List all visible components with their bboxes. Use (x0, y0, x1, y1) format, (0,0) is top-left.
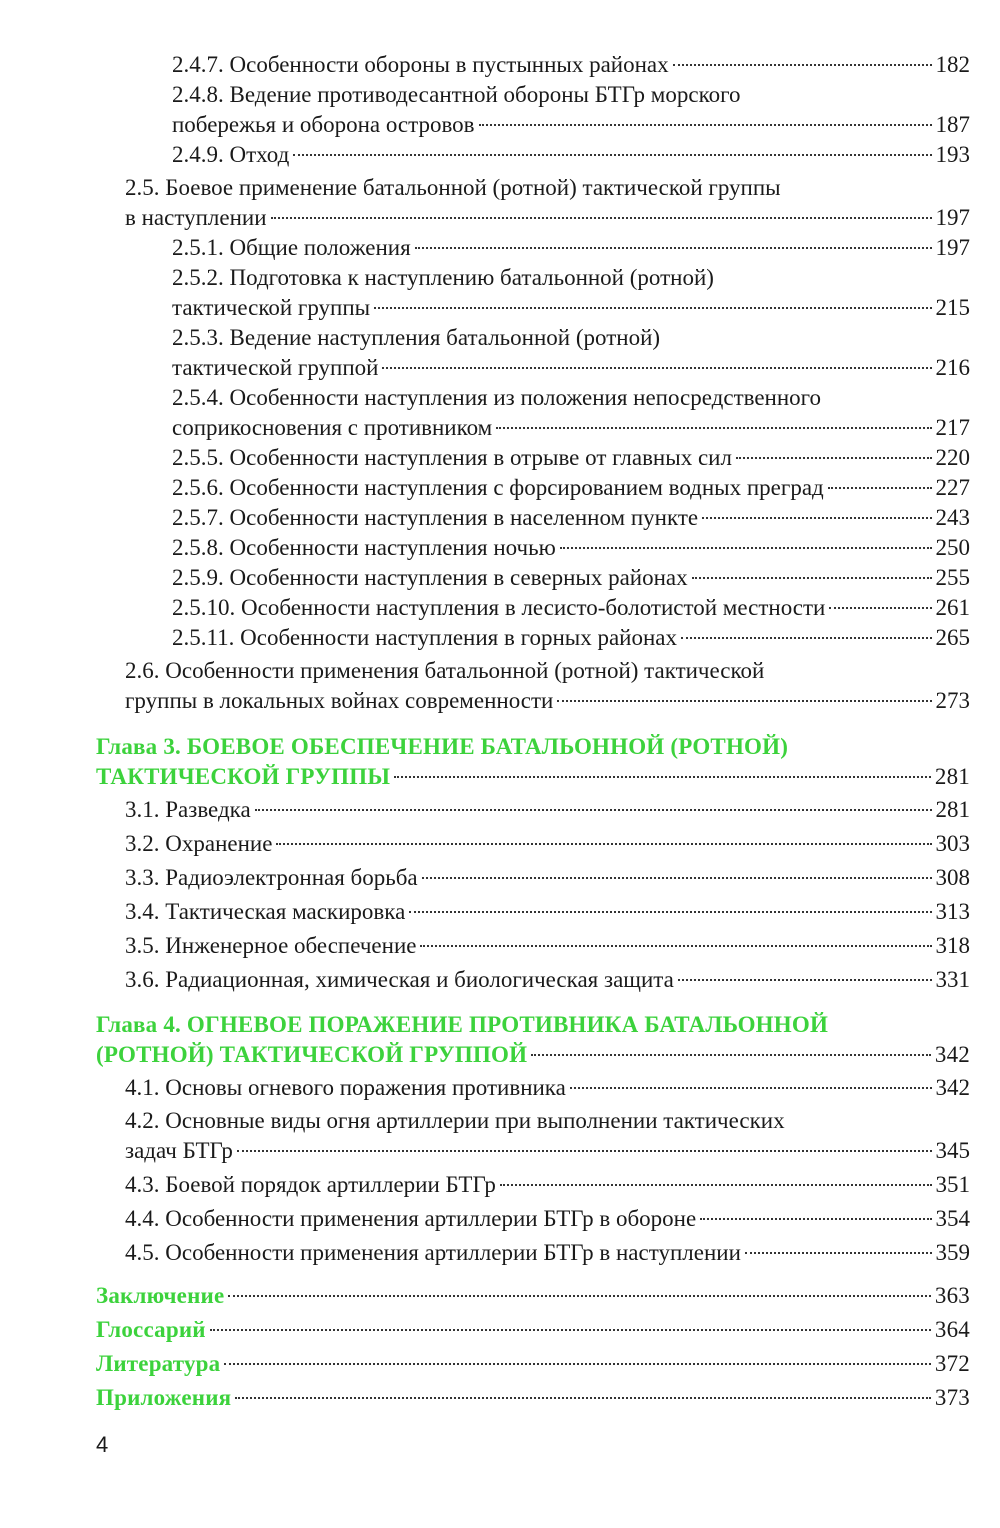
entry-page: 265 (935, 625, 970, 650)
leader-dots (237, 1150, 932, 1152)
leader-dots (228, 1295, 931, 1297)
toc-chapter-3[interactable] (96, 732, 970, 792)
leader-dots (829, 607, 931, 609)
entry-page: 273 (935, 688, 970, 713)
leader-dots (570, 1087, 932, 1089)
entry-title: соприкосновения с противником (172, 415, 493, 440)
leader-dots (210, 1329, 931, 1331)
leader-dots (531, 1054, 931, 1056)
entry-title-line1: 2.6. Особенности применения батальонной (ротной) тактической (125, 658, 765, 683)
entry-title-line1: 4.2. Основные виды огня артиллерии при выполнении тактических (125, 1108, 785, 1133)
entry-title: 3.3. Радиоэлектронная борьба (125, 865, 418, 890)
toc-entry-3-4[interactable] (125, 897, 970, 927)
entry-page: 216 (935, 355, 970, 380)
page-number: 4 (96, 1432, 109, 1457)
toc-entry-4-2[interactable] (125, 1106, 970, 1166)
entry-title: 4.5. Особенности применения артиллерии БТГр в наступлении (125, 1240, 741, 1265)
leader-dots (681, 637, 931, 639)
section-title: Заключение (96, 1283, 225, 1308)
leader-dots (479, 124, 932, 126)
entry-page: 351 (935, 1172, 970, 1197)
chapter-title-line1: Глава 4. ОГНЕВОЕ ПОРАЖЕНИЕ ПРОТИВНИКА БАТАЛЬОННОЙ (96, 1012, 829, 1037)
entry-page: 217 (935, 415, 970, 440)
toc-literature[interactable] (96, 1349, 970, 1379)
entry-title: побережья и оборона островов (172, 112, 475, 137)
toc-entry-4-1[interactable] (125, 1073, 970, 1103)
leader-dots (678, 979, 932, 981)
toc-entry-2-5-10[interactable] (172, 593, 970, 623)
entry-title: 2.5.8. Особенности наступления ночью (172, 535, 556, 560)
entry-title: 4.1. Основы огневого поражения противника (125, 1075, 566, 1100)
leader-dots (736, 457, 932, 459)
leader-dots (420, 945, 931, 947)
entry-page: 187 (935, 112, 970, 137)
leader-dots (276, 843, 931, 845)
leader-dots (745, 1252, 932, 1254)
entry-title-line1: 2.4.8. Ведение противодесантной обороны БТГр морского (172, 82, 741, 107)
entry-title: 2.5.11. Особенности наступления в горных районах (172, 625, 678, 650)
entry-page: 261 (935, 595, 970, 620)
entry-title: 3.5. Инженерное обеспечение (125, 933, 417, 958)
leader-dots (235, 1397, 931, 1399)
toc-entry-2-5-3[interactable] (172, 323, 970, 383)
toc-entry-2-5[interactable] (125, 173, 970, 233)
leader-dots (557, 700, 931, 702)
toc-entry-2-4-7[interactable] (172, 50, 970, 80)
leader-dots (409, 911, 931, 913)
entry-title: 3.2. Охранение (125, 831, 273, 856)
toc-entry-2-4-8[interactable] (172, 80, 970, 140)
section-title: Литература (96, 1351, 221, 1376)
leader-dots (293, 154, 931, 156)
leader-dots (415, 247, 932, 249)
entry-page: 342 (934, 1042, 970, 1067)
chapter-title-line1: Глава 3. БОЕВОЕ ОБЕСПЕЧЕНИЕ БАТАЛЬОННОЙ (РОТНОЙ) (96, 734, 789, 759)
toc-entry-2-5-4[interactable] (172, 383, 970, 443)
toc-entry-2-4-9[interactable] (172, 140, 970, 170)
toc-entry-2-5-7[interactable] (172, 503, 970, 533)
toc-entry-2-5-1[interactable] (172, 233, 970, 263)
entry-title-line1: 2.5.4. Особенности наступления из положения непосредственного (172, 385, 822, 410)
entry-title: 2.4.7. Особенности обороны в пустынных районах (172, 52, 669, 77)
entry-title: 2.4.9. Отход (172, 142, 290, 167)
toc-chapter-4[interactable] (96, 1010, 970, 1070)
section-title: Глоссарий (96, 1317, 206, 1342)
entry-title: 2.5.10. Особенности наступления в лесисто-болотистой местности (172, 595, 826, 620)
entry-title-line1: 2.5. Боевое применение батальонной (ротной) тактической группы (125, 175, 781, 200)
chapter-title: (РОТНОЙ) ТАКТИЧЕСКОЙ ГРУППОЙ (96, 1042, 528, 1067)
toc-entry-2-5-9[interactable] (172, 563, 970, 593)
leader-dots (394, 776, 931, 778)
entry-page: 373 (934, 1385, 970, 1410)
toc-entry-2-5-6[interactable] (172, 473, 970, 503)
entry-page: 345 (935, 1138, 970, 1163)
leader-dots (496, 427, 931, 429)
leader-dots (673, 64, 932, 66)
entry-title: 2.5.1. Общие положения (172, 235, 411, 260)
chapter-title: ТАКТИЧЕСКОЙ ГРУППЫ (96, 764, 391, 789)
section-title: Приложения (96, 1385, 232, 1410)
toc-entry-3-3[interactable] (125, 863, 970, 893)
entry-title: 3.6. Радиационная, химическая и биологическая защита (125, 967, 674, 992)
entry-page: 354 (935, 1206, 970, 1231)
leader-dots (374, 307, 931, 309)
entry-page: 364 (934, 1317, 970, 1342)
leader-dots (382, 367, 931, 369)
entry-title: 2.5.9. Особенности наступления в северных районах (172, 565, 688, 590)
toc-entry-2-5-11[interactable] (172, 623, 970, 653)
toc-entry-4-3[interactable] (125, 1170, 970, 1200)
entry-title: 3.4. Тактическая маскировка (125, 899, 406, 924)
toc-entry-3-1[interactable] (125, 795, 970, 825)
toc-entry-2-5-5[interactable] (172, 443, 970, 473)
leader-dots (500, 1184, 932, 1186)
entry-page: 243 (935, 505, 970, 530)
leader-dots (560, 547, 932, 549)
entry-page: 193 (935, 142, 970, 167)
entry-page: 255 (935, 565, 970, 590)
toc-conclusion[interactable] (96, 1281, 970, 1311)
entry-page: 372 (934, 1351, 970, 1376)
toc-entry-3-2[interactable] (125, 829, 970, 859)
entry-page: 182 (935, 52, 970, 77)
entry-page: 197 (935, 235, 970, 260)
toc-entry-3-5[interactable] (125, 931, 970, 961)
entry-title: тактической группой (172, 355, 379, 380)
entry-page: 215 (935, 295, 970, 320)
entry-title: группы в локальных войнах современности (125, 688, 554, 713)
entry-page: 281 (935, 797, 970, 822)
leader-dots (224, 1363, 931, 1365)
toc-entry-4-5[interactable] (125, 1238, 970, 1268)
leader-dots (692, 577, 932, 579)
entry-title: задач БТГр (125, 1138, 233, 1163)
entry-page: 220 (935, 445, 970, 470)
entry-title: 4.4. Особенности применения артиллерии БТГр в обороне (125, 1206, 697, 1231)
leader-dots (271, 217, 932, 219)
entry-page: 303 (935, 831, 970, 856)
entry-page: 342 (935, 1075, 970, 1100)
entry-title-line1: 2.5.2. Подготовка к наступлению батальонной (ротной) (172, 265, 714, 290)
toc-entry-2-6[interactable] (125, 656, 970, 716)
toc-entry-3-6[interactable] (125, 965, 970, 995)
entry-title: 2.5.7. Особенности наступления в населенном пункте (172, 505, 699, 530)
toc-entry-4-4[interactable] (125, 1204, 970, 1234)
leader-dots (702, 517, 931, 519)
leader-dots (422, 877, 932, 879)
entry-page: 359 (935, 1240, 970, 1265)
entry-page: 308 (935, 865, 970, 890)
entry-title: 3.1. Разведка (125, 797, 251, 822)
entry-page: 281 (934, 764, 970, 789)
toc-entry-2-5-8[interactable] (172, 533, 970, 563)
entry-title-line1: 2.5.3. Ведение наступления батальонной (ротной) (172, 325, 661, 350)
entry-title: 4.3. Боевой порядок артиллерии БТГр (125, 1172, 496, 1197)
leader-dots (255, 809, 932, 811)
entry-page: 318 (935, 933, 970, 958)
entry-page: 197 (935, 205, 970, 230)
toc-appendices[interactable] (96, 1383, 970, 1413)
leader-dots (700, 1218, 931, 1220)
entry-page: 313 (935, 899, 970, 924)
entry-title: 2.5.6. Особенности наступления с форсированием водных преград (172, 475, 824, 500)
entry-title: в наступлении (125, 205, 267, 230)
toc-entry-2-5-2[interactable] (172, 263, 970, 323)
entry-page: 227 (935, 475, 970, 500)
entry-page: 331 (935, 967, 970, 992)
entry-page: 250 (935, 535, 970, 560)
entry-title: тактической группы (172, 295, 371, 320)
toc-glossary[interactable] (96, 1315, 970, 1345)
leader-dots (828, 487, 932, 489)
entry-title: 2.5.5. Особенности наступления в отрыве от главных сил (172, 445, 732, 470)
entry-page: 363 (934, 1283, 970, 1308)
